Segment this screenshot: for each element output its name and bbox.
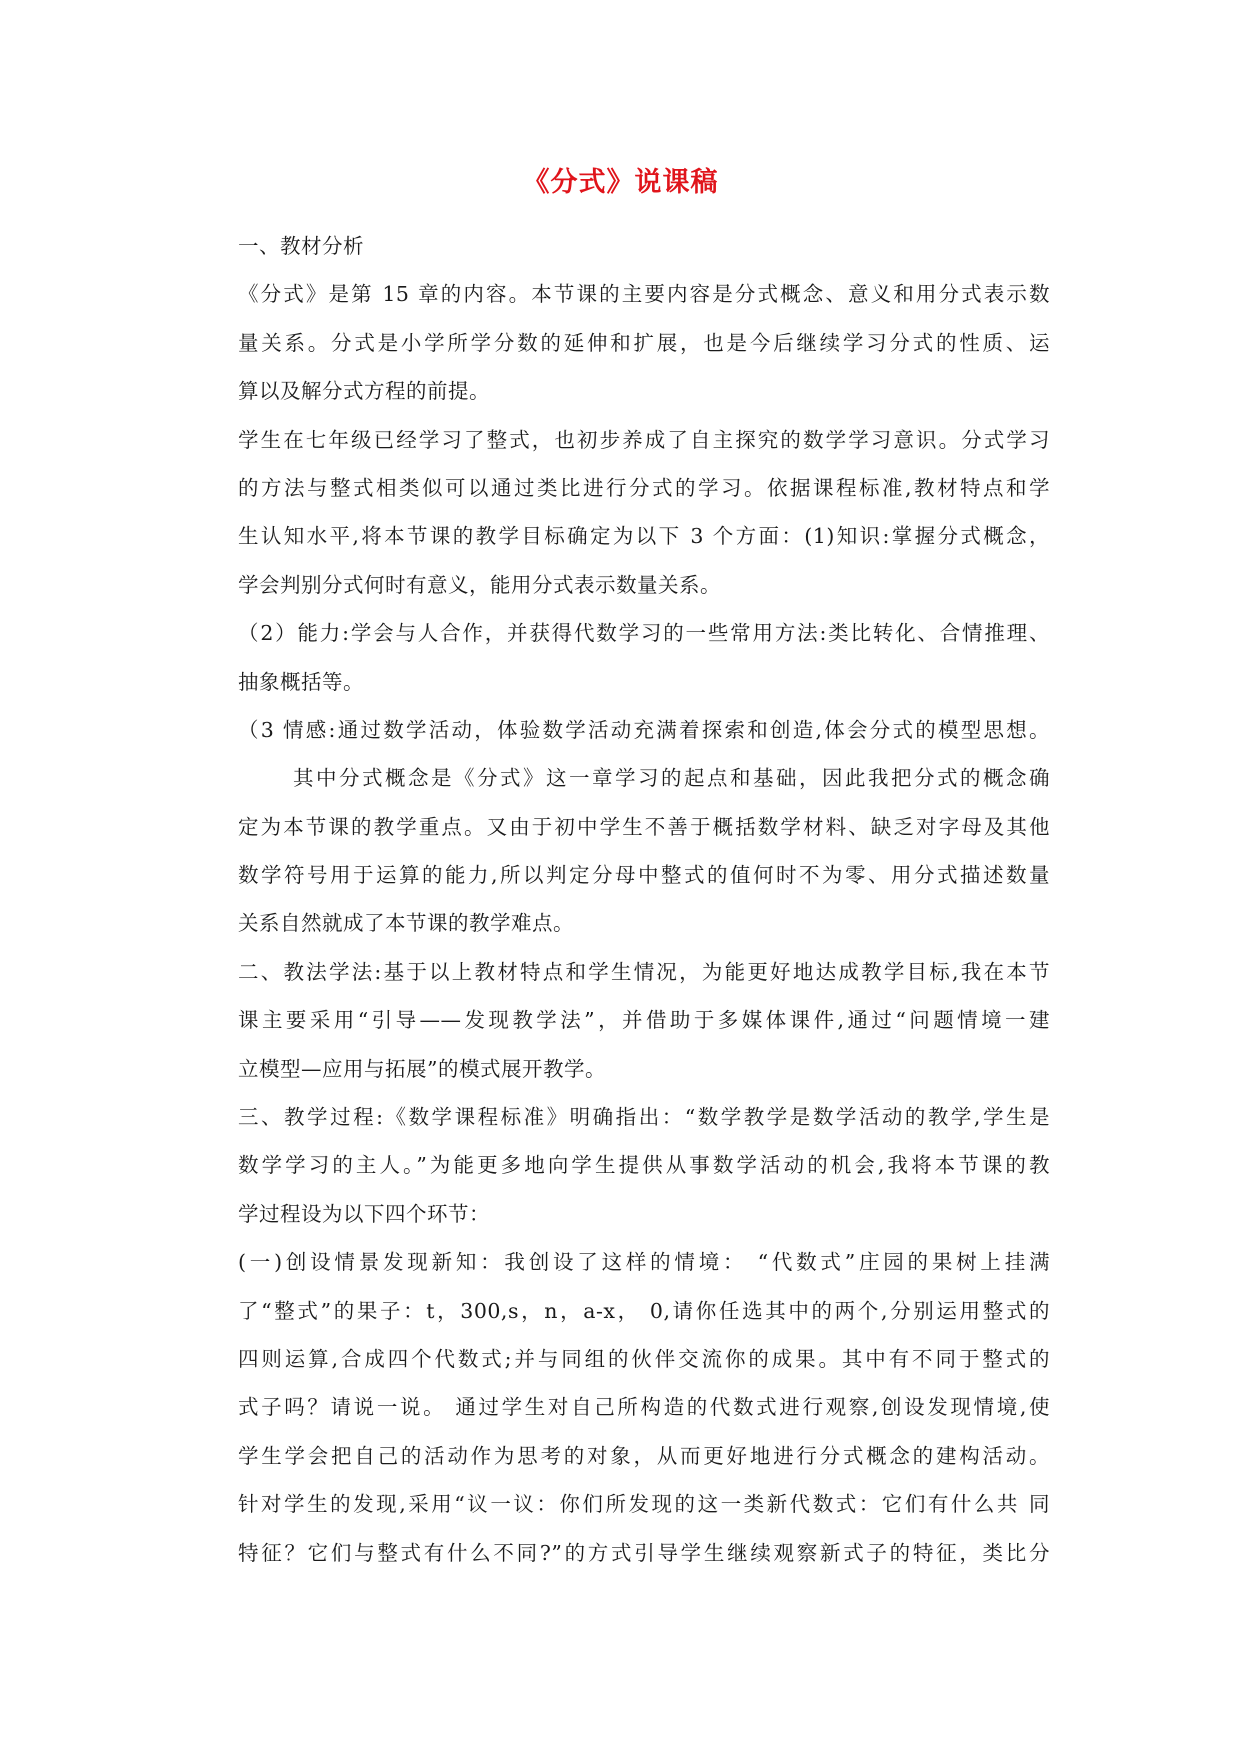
paragraph-line: 四则运算,合成四个代数式;并与同组的伙伴交流你的成果。其中有不同于整式的 bbox=[238, 1346, 1050, 1371]
paragraph-line: 课主要采用“引导——发现教学法”，并借助于多媒体课件,通过“问题情境一建 bbox=[238, 1008, 1050, 1033]
paragraph-line: 量关系。分式是小学所学分数的延伸和扩展，也是今后继续学习分式的性质、运 bbox=[238, 330, 1050, 355]
paragraph-line: 特征？它们与整式有什么不同?”的方式引导学生继续观察新式子的特征，类比分 bbox=[238, 1540, 1050, 1565]
paragraph-line: 《分式》是第 15 章的内容。本节课的主要内容是分式概念、意义和用分式表示数 bbox=[238, 282, 1050, 307]
paragraph-line: （3 情感:通过数学活动，体验数学活动充满着探索和创造,体会分式的模型思想。 bbox=[238, 717, 1050, 742]
document-body bbox=[238, 222, 1050, 1577]
paragraph-line: 了“整式”的果子：t，300,s，n，a-x， 0,请你任选其中的两个,分别运用整式的 bbox=[238, 1298, 1050, 1323]
paragraph-line: 数学符号用于运算的能力,所以判定分母中整式的值何时不为零、用分式描述数量 bbox=[238, 863, 1050, 888]
paragraph-line: 关系自然就成了本节课的教学难点。 bbox=[238, 911, 574, 936]
paragraph-line: 数学学习的主人。”为能更多地向学生提供从事数学活动的机会,我将本节课的教 bbox=[238, 1153, 1050, 1178]
document-title: 《分式》说课稿 bbox=[522, 167, 719, 198]
paragraph-line: 生认知水平,将本节课的教学目标确定为以下 3 个方面：(1)知识:掌握分式概念， bbox=[238, 524, 1050, 549]
paragraph-line: 针对学生的发现,采用“议一议：你们所发现的这一类新代数式：它们有什么共 同 bbox=[238, 1492, 1050, 1517]
paragraph-line: 式子吗？请说一说。 通过学生对自己所构造的代数式进行观察,创设发现情境,使 bbox=[238, 1395, 1050, 1420]
section-heading-teaching-process: 三、教学过程:《数学课程标准》明确指出：“数学教学是数学活动的教学,学生是 bbox=[238, 1105, 1050, 1130]
section-heading-teaching-methods: 二、教法学法:基于以上教材特点和学生情况，为能更好地达成教学目标,我在本节 bbox=[238, 959, 1050, 984]
paragraph-line: 学会判别分式何时有意义，能用分式表示数量关系。 bbox=[238, 572, 721, 597]
paragraph-line: 定为本节课的教学重点。又由于初中学生不善于概括数学材料、缺乏对字母及其他 bbox=[238, 814, 1050, 839]
paragraph-line: 的方法与整式相类似可以通过类比进行分式的学习。依据课程标准,教材特点和学 bbox=[238, 475, 1050, 500]
paragraph-line: 学过程设为以下四个环节： bbox=[238, 1201, 490, 1226]
paragraph-line: 抽象概括等。 bbox=[238, 669, 364, 694]
paragraph-line: 其中分式概念是《分式》这一章学习的起点和基础，因此我把分式的概念确 bbox=[293, 766, 1050, 791]
paragraph-line: 学生学会把自己的活动作为思考的对象，从而更好地进行分式概念的建构活动。 bbox=[238, 1443, 1050, 1468]
paragraph-line: 立模型—应用与拓展”的模式展开教学。 bbox=[238, 1056, 606, 1081]
paragraph-line: (一)创设情景发现新知：我创设了这样的情境： “代数式”庄园的果树上挂满 bbox=[238, 1250, 1050, 1275]
paragraph-line: 算以及解分式方程的前提。 bbox=[238, 379, 490, 404]
section-heading-textbook-analysis: 一、教材分析 bbox=[238, 234, 364, 258]
paragraph-line: 学生在七年级已经学习了整式，也初步养成了自主探究的数学学习意识。分式学习 bbox=[238, 427, 1050, 452]
paragraph-line: （2）能力:学会与人合作，并获得代数学习的一些常用方法:类比转化、合情推理、 bbox=[238, 621, 1050, 646]
